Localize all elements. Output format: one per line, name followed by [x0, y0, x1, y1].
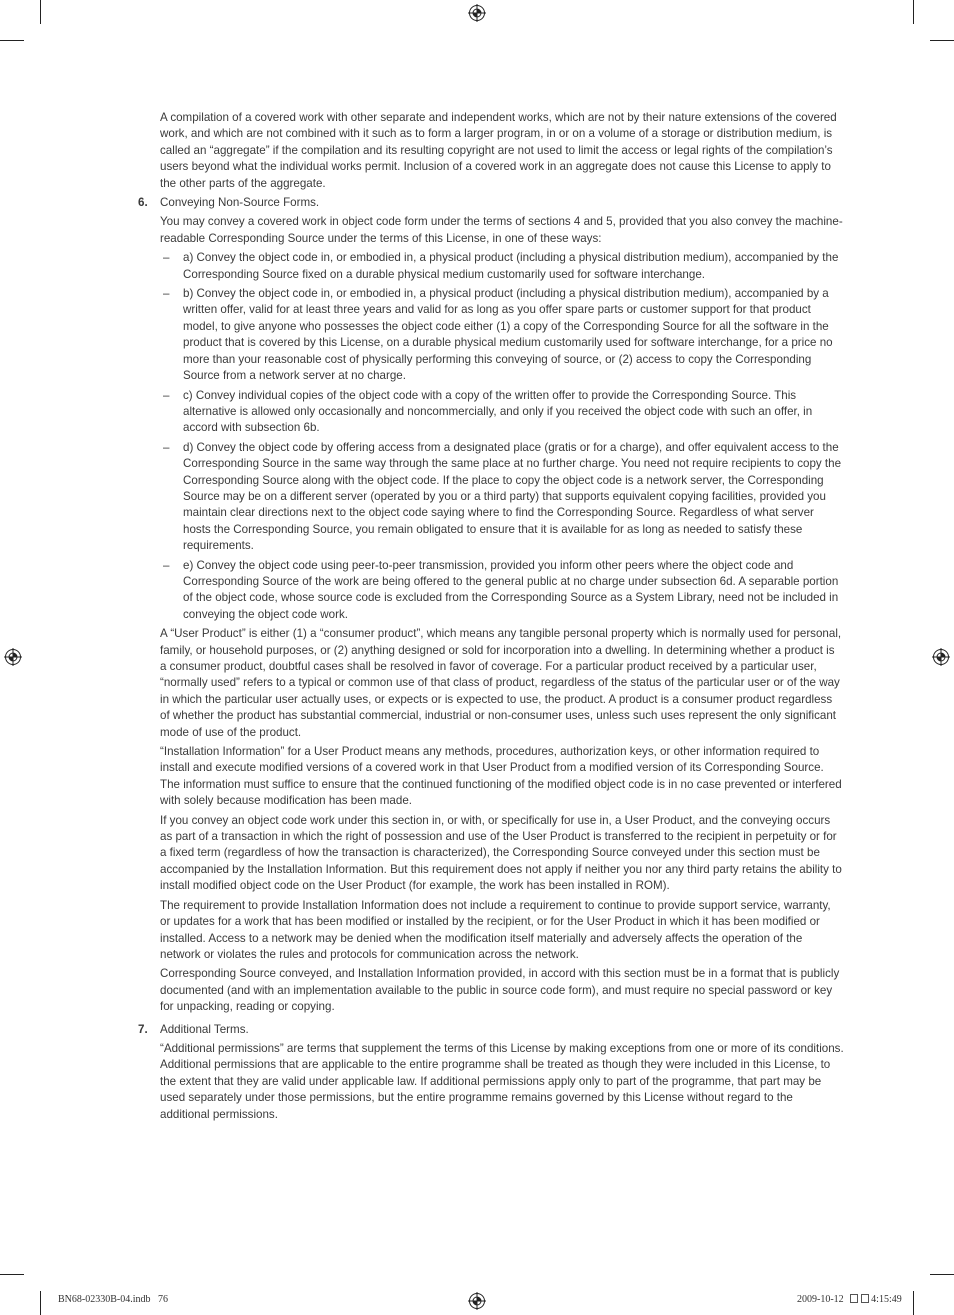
footer-file-info: BN68-02330B-04.indb 76	[58, 1294, 168, 1305]
registration-mark-icon	[4, 648, 22, 666]
section-6-number: 6.	[138, 196, 148, 210]
section-7-number: 7.	[138, 1022, 148, 1036]
list-item-text: b) Convey the object code in, or embodied in, a physical product (including a physical distribution medium), accompanied by a written offer, valid for at least three years and valid for as long as you offer spare parts or customer support for that product model, to give anyone who possesses the object code either (1) a copy of the Corresponding Source for all the software in the product that is covered by this License, on a durable physical medium customarily used for software interchange, for a price no more than your reasonable cost of physically performing this conveying of source, or (2) access to copy the Corresponding Source from a network server at no charge.	[183, 287, 833, 383]
additional-permissions-paragraph: “Additional permissions” are terms that supplement the terms of this License by making exceptions from one or more of its conditions. Additional permissions that are applicable to the entire programme shall be treated as though they were included in this License, to the extent that they are valid under applicable law. If additional permissions apply only to part of the programme, that part may be used separately under those permissions, but the entire programme remains governed by this License without regard to the additional permissions.	[160, 1041, 844, 1121]
list-item-text: c) Convey individual copies of the object code with a copy of the written offer to provide the Corresponding Source. This alternative is allowed only occasionally and noncommercially, and only if you received the object code with such an offer, in accord with subsection 6b.	[183, 388, 813, 435]
section-7-title: Additional Terms.	[160, 1022, 249, 1036]
conveying-object-code-paragraph: If you convey an object code work under this section in, or with, or specifically for use in, a User Product, and the conveying occurs as part of a transaction in which the right of possession and use of the User Product is transferred to the recipient in perpetuity or for a fixed term (regardless of how the transaction is characterized), the Corresponding Source conveyed under this section must be accompanied by the Installation Information. But this requirement does not apply if neither you nor any third party retains the ability to install modified object code on the User Product (for example, the work has been installed in ROM).	[160, 813, 842, 893]
list-item-text: a) Convey the object code in, or embodied in, a physical product (including a physical distribution medium), accompanied by the Corresponding Source fixed on a durable physical medium customarily used for software interchange.	[183, 251, 839, 281]
registration-mark-icon	[468, 1292, 486, 1310]
section-7-heading	[138, 1022, 844, 1038]
aggregate-paragraph: A compilation of a covered work with other separate and independent works, which are not by their nature extensions of the covered work, and which are not combined with it such as to form a larger program, in or on a volume of a storage or distribution medium, is called an “aggregate” if the compilation and its resulting copyright are not used to limit the access or legal rights of the compilation’s users beyond what the individual works permit. Inclusion of a covered work in an aggregate does not cause this License to apply to the other parts of the aggregate.	[160, 111, 837, 190]
format-paragraph: Corresponding Source conveyed, and Installation Information provided, in accord with this section must be in a format that is publicly documented (and with an implementation available to the public in source code form), and must require no special password or key for unpacking, reading or copying.	[160, 967, 840, 1014]
registration-mark-icon	[468, 4, 486, 22]
list-item	[138, 388, 844, 437]
dash-bullet: –	[163, 558, 170, 572]
registration-mark-icon	[932, 648, 950, 666]
list-item	[138, 286, 844, 384]
missing-glyph-icon	[861, 1294, 869, 1303]
section-6-heading	[138, 195, 844, 211]
dash-bullet: –	[163, 388, 170, 402]
crop-mark-bottom-left-h	[0, 1274, 24, 1275]
dash-bullet: –	[163, 287, 170, 301]
section-6-lead: You may convey a covered work in object code form under the terms of sections 4 and 5, provided that you also convey the machine-readable Corresponding Source under the terms of this License, in one of these ways:	[160, 215, 843, 245]
dash-bullet: –	[163, 251, 170, 265]
crop-mark-top-right-v	[913, 0, 914, 24]
support-service-paragraph: The requirement to provide Installation Information does not include a requirement to continue to provide support service, warranty, or updates for a work that has been modified or installed by the recipient, or for the User Product in which it has been modified or installed. Access to a network may be denied when the modification itself materially and adversely affects the operation of the network or violates the rules and protocols for communication across the network.	[160, 898, 831, 961]
crop-mark-bottom-left-v	[40, 1291, 41, 1315]
list-item-text: e) Convey the object code using peer-to-peer transmission, provided you inform other peers where the object code and Corresponding Source of the work are being offered to the general public at no charge under subsection 6d. A separable portion of the object code, whose source code is excluded from the Corresponding Source as a System Library, need not be included in conveying the object code work.	[183, 558, 839, 621]
crop-mark-top-left-h	[0, 40, 24, 41]
footer-time-text: 4:15:49	[871, 1294, 902, 1305]
crop-mark-bottom-right-h	[930, 1274, 954, 1275]
list-item	[138, 440, 844, 555]
document-body	[138, 110, 844, 1126]
section-6-title: Conveying Non-Source Forms.	[160, 196, 320, 210]
crop-mark-bottom-right-v	[913, 1291, 914, 1315]
dash-bullet: –	[163, 440, 170, 454]
user-product-paragraph: A “User Product” is either (1) a “consumer product”, which means any tangible personal property which is normally used for personal, family, or household purposes, or (2) anything designed or sold for incorporation into a dwelling. In determining whether a product is a consumer product, doubtful cases shall be resolved in favor of coverage. For a particular product received by a particular user, “normally used” refers to a typical or common use of that class of product, regardless of the status of the particular user or of the way in which the particular user actually uses, or expects or is expected to use, the product. A product is a consumer product regardless of whether the product has substantial commercial, industrial or non-consumer uses, unless such uses represent the only significant mode of use of the product.	[160, 627, 842, 739]
list-item-text: d) Convey the object code by offering access from a designated place (gratis or for a charge), and offer equivalent access to the Corresponding Source in the same way through the same place at no further charge. You need not require recipients to copy the Corresponding Source along with the object code. If the place to copy the object code is a network server, the Corresponding Source may be on a different server (operated by you or a third party) that supports equivalent copying facilities, provided you maintain clear directions next to the object code saying where to find the Corresponding Source. Regardless of what server hosts the Corresponding Source, you remain obligated to ensure that it is available for as long as needed to satisfy these requirements.	[183, 440, 842, 553]
footer-date	[797, 1294, 902, 1305]
crop-mark-top-left-v	[40, 0, 41, 24]
list-item	[138, 558, 844, 624]
installation-information-paragraph: “Installation Information” for a User Product means any methods, procedures, authorization keys, or other information required to install and execute modified versions of a covered work in that User Product from a modified version of its Corresponding Source. The information must suffice to ensure that the continued functioning of the modified object code is in no case prevented or interfered with solely because modification has been made.	[160, 745, 842, 808]
footer-date-text: 2009-10-12	[797, 1294, 844, 1305]
list-item	[138, 250, 844, 283]
missing-glyph-icon	[850, 1294, 858, 1303]
crop-mark-top-right-h	[930, 40, 954, 41]
